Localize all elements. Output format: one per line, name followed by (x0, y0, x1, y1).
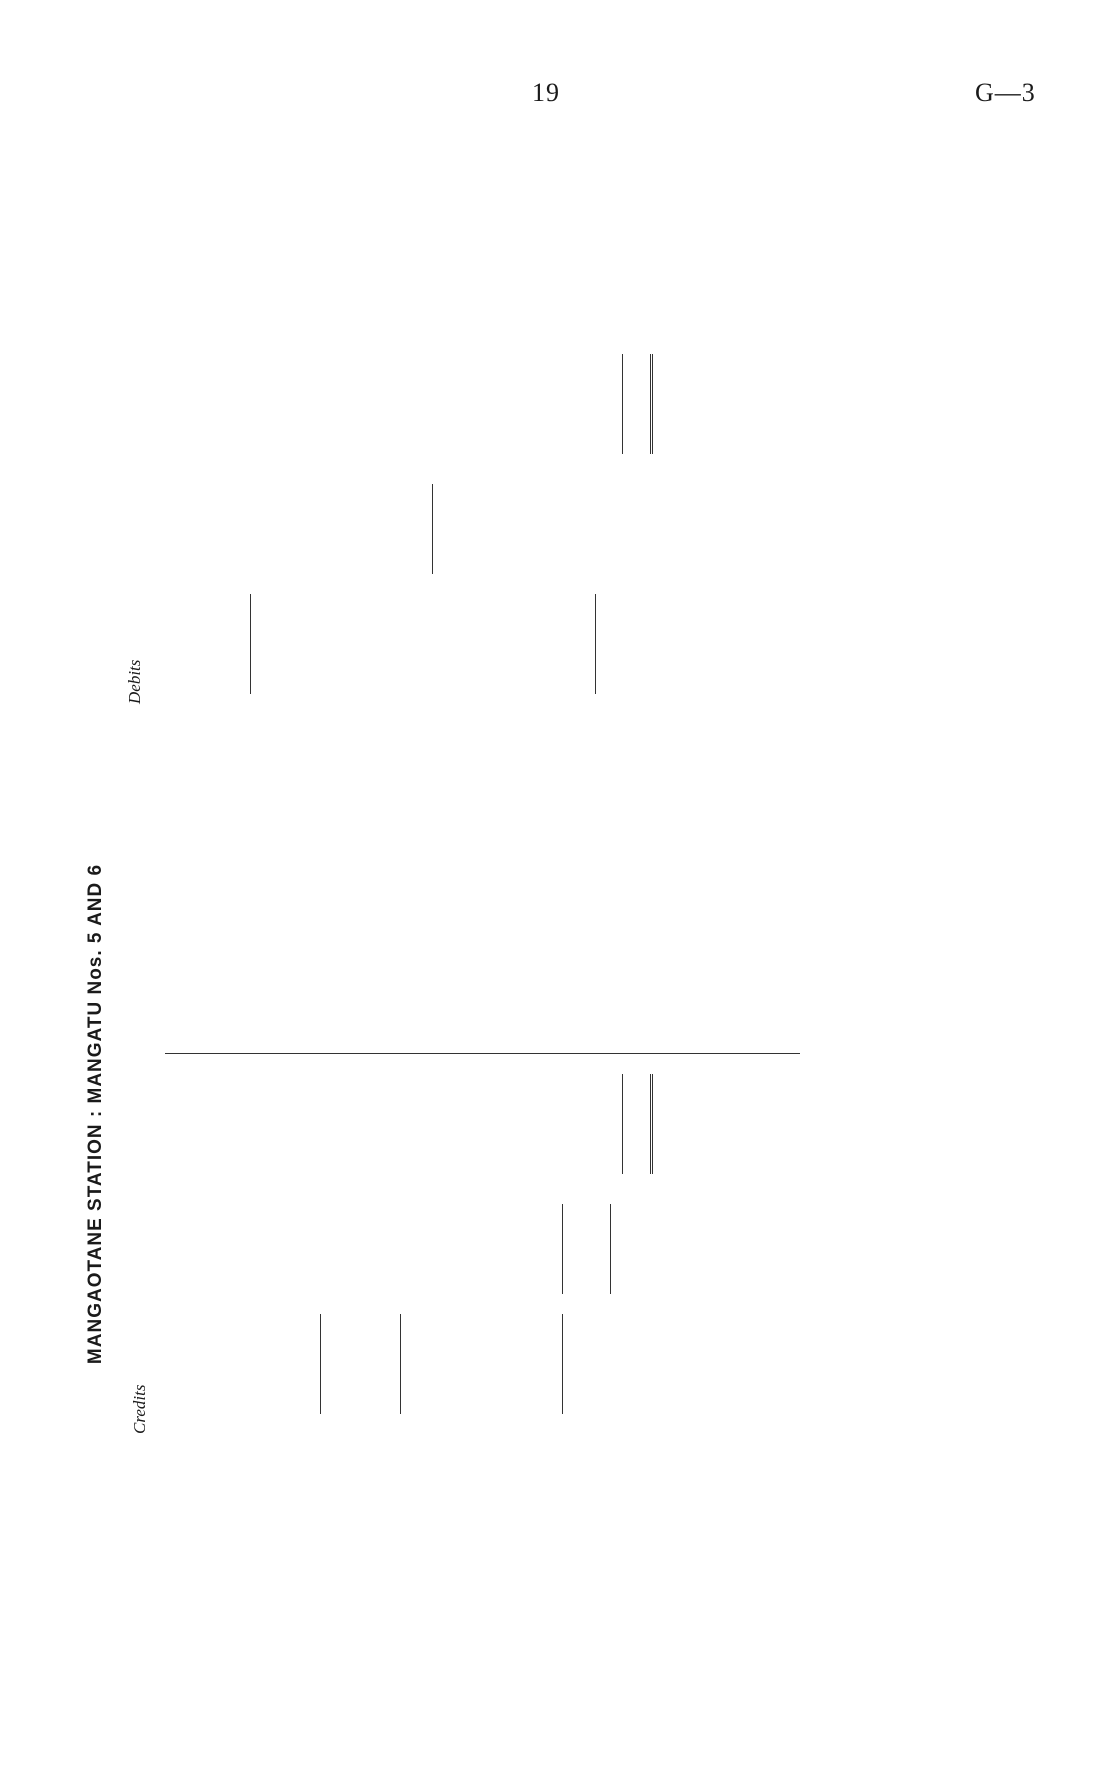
debit-double-rule (650, 354, 653, 454)
credit-rule (320, 1314, 321, 1414)
credit-double-rule (650, 1074, 653, 1174)
page-number: 19 (532, 78, 560, 107)
credit-rule (562, 1204, 563, 1294)
credit-rule (562, 1314, 563, 1414)
document-reference: G—3 (975, 78, 1036, 107)
debit-rule (250, 594, 251, 694)
credits-heading: Credits (130, 1384, 149, 1434)
table-title: MANGAOTANE STATION : MANGATU Nos. 5 AND 6 (85, 863, 106, 1365)
column-divider (165, 1053, 800, 1054)
credit-rule (610, 1204, 611, 1294)
credit-total-rule (622, 1074, 623, 1174)
credit-rule (400, 1314, 401, 1414)
debit-rule (432, 484, 433, 574)
debit-rule (595, 594, 596, 694)
rotated-account-table (50, 174, 910, 1714)
debit-total-rule (622, 354, 623, 454)
debits-heading: Debits (125, 659, 144, 704)
